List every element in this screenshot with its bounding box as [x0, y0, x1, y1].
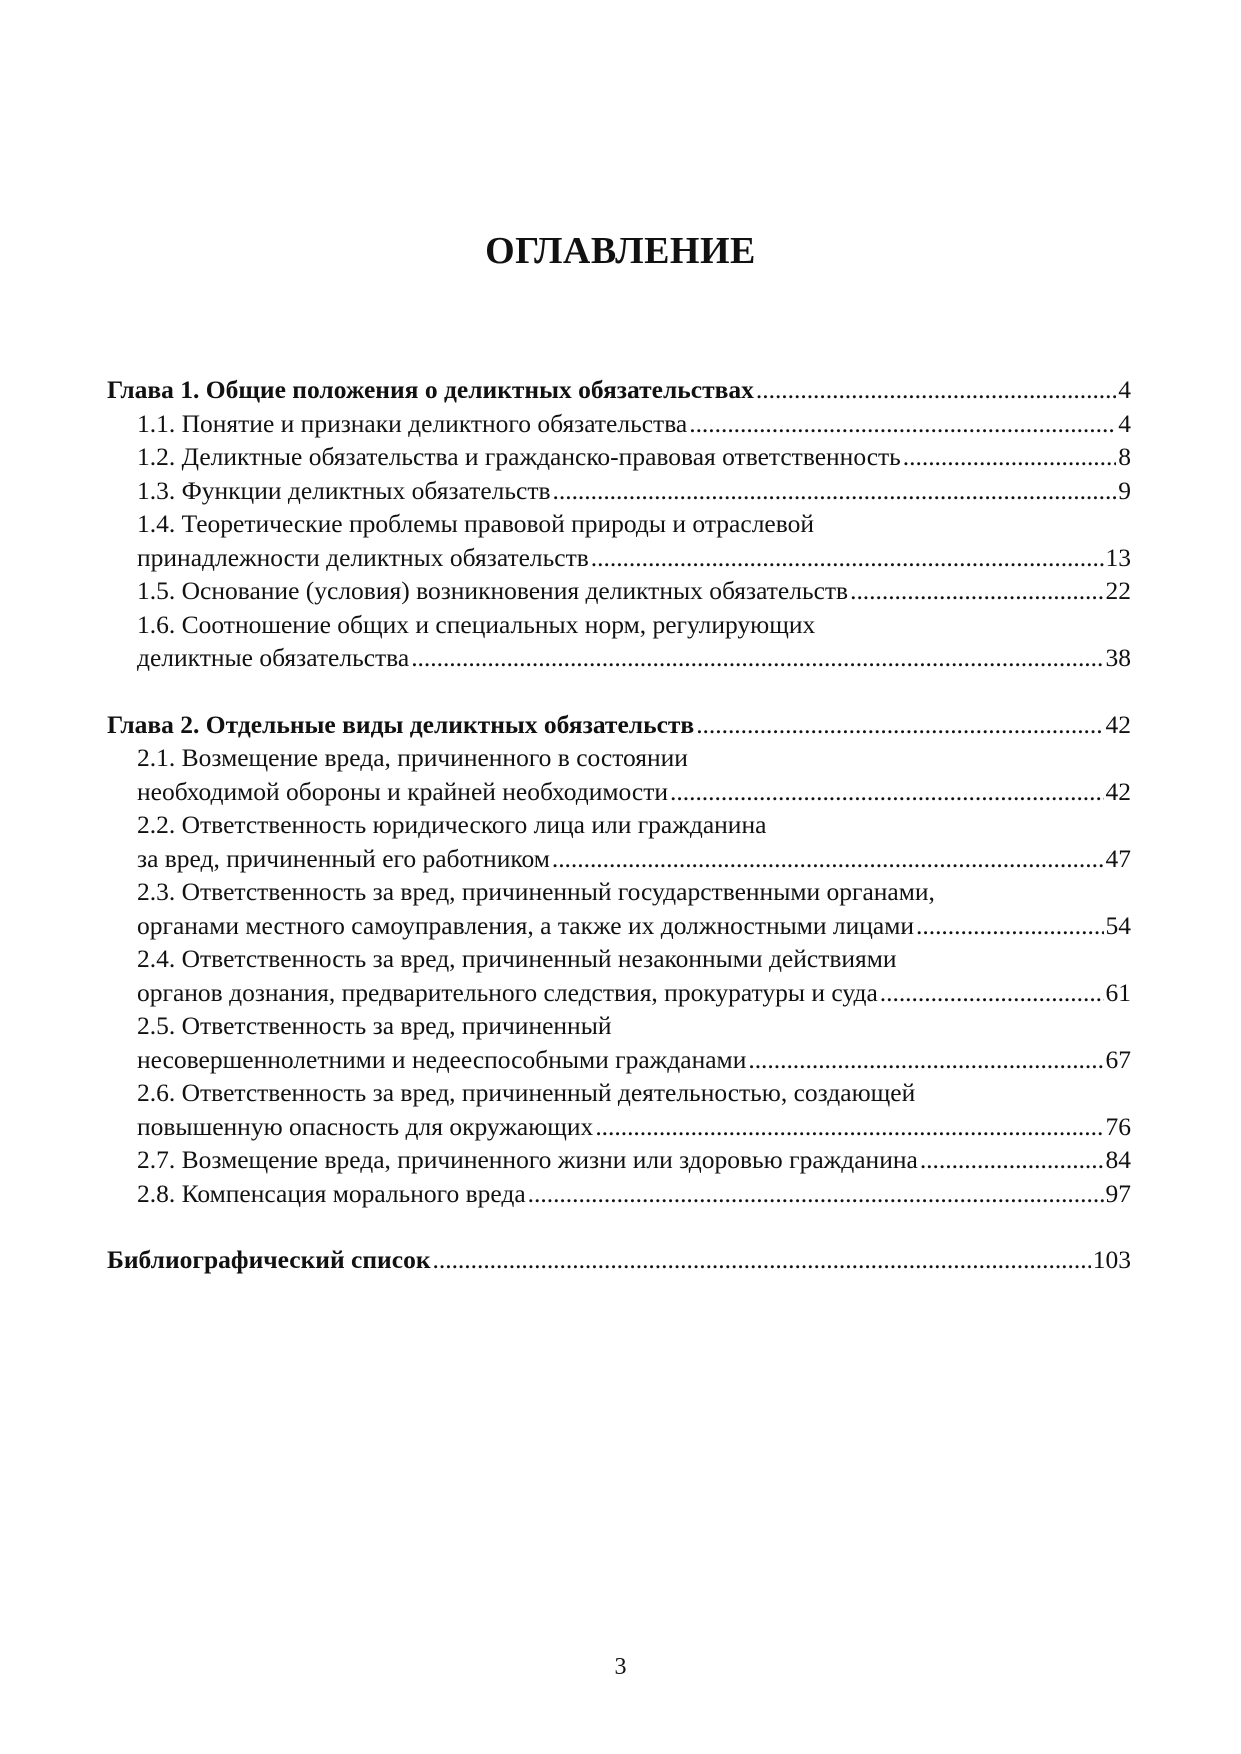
- toc-leader-dots: [411, 641, 1103, 675]
- toc-entry-label: деликтные обязательства: [137, 643, 410, 672]
- toc-entry-label: 1.5. Основание (условия) возникновения деликтных обязательств: [137, 576, 849, 605]
- toc-leader-dots: [433, 1243, 1091, 1277]
- toc-entry-page: 8: [1118, 442, 1131, 471]
- toc-entry-label: 1.4. Теоретические проблемы правовой природы и отраслевой: [137, 509, 814, 538]
- toc-entry-label: 2.1. Возмещение вреда, причиненного в состоянии: [137, 743, 688, 772]
- toc-entry-label: 1.2. Деликтные обязательства и гражданско-правовая ответственность: [137, 442, 901, 471]
- toc-entry-page: 54: [1105, 910, 1131, 940]
- toc-bibliography: [107, 1243, 1131, 1277]
- toc-entry-label: несовершеннолетними и недееспособными гражданами: [137, 1044, 747, 1074]
- toc-entry-label: за вред, причиненный его работником: [137, 843, 550, 873]
- toc-entry-label: Глава 2. Отдельные виды деликтных обязательств: [107, 709, 695, 739]
- toc-leader-dots: [850, 574, 1103, 608]
- toc-entry-label: 1.1. Понятие и признаки деликтного обязательства: [137, 408, 688, 438]
- toc-entry-1-4-line-1[interactable]: [107, 507, 1131, 541]
- toc-leader-dots: [880, 976, 1104, 1010]
- toc-entry-page: 42: [1105, 776, 1131, 806]
- toc-entry-page: 61: [1105, 977, 1131, 1007]
- toc-entry-2-1-line-2[interactable]: [107, 775, 1131, 809]
- toc-entry-chapter-2[interactable]: [107, 708, 1131, 742]
- toc-entry-label: 2.5. Ответственность за вред, причиненный: [137, 1011, 612, 1040]
- toc-entry-page: 47: [1105, 843, 1131, 873]
- toc-leader-dots: [528, 1177, 1104, 1211]
- toc-entry-2-1-line-1[interactable]: [107, 741, 1131, 775]
- toc-entry-1-1[interactable]: [107, 407, 1131, 441]
- toc-entry-2-8[interactable]: [107, 1177, 1131, 1211]
- toc-entry-label: необходимой обороны и крайней необходимости: [137, 776, 669, 806]
- toc-entry-label: 2.8. Компенсация морального вреда: [137, 1178, 526, 1208]
- toc-entry-1-3[interactable]: [107, 474, 1131, 508]
- toc-entry-page: 97: [1105, 1178, 1131, 1208]
- toc-entry-label: 2.4. Ответственность за вред, причиненный незаконными действиями: [137, 944, 897, 973]
- toc-entry-page: 13: [1105, 542, 1131, 572]
- toc-entry-1-5[interactable]: [107, 574, 1131, 608]
- toc-entry-page: 4: [1118, 375, 1131, 404]
- toc-entry-2-6-line-2[interactable]: [107, 1110, 1131, 1144]
- toc-leader-dots: [920, 1143, 1104, 1177]
- toc-entry-2-7[interactable]: [107, 1143, 1131, 1177]
- toc-entry-2-4-line-2[interactable]: [107, 976, 1131, 1010]
- toc-leader-dots: [756, 373, 1116, 407]
- toc-leader-dots: [552, 842, 1104, 876]
- toc-entry-2-5-line-2[interactable]: [107, 1043, 1131, 1077]
- toc-entry-2-5-line-1[interactable]: [107, 1009, 1131, 1043]
- toc-entry-label: 2.2. Ответственность юридического лица или гражданина: [137, 810, 767, 839]
- toc-entry-2-2-line-1[interactable]: [107, 808, 1131, 842]
- toc-entry-label: 2.6. Ответственность за вред, причиненный деятельностью, создающей: [137, 1078, 916, 1107]
- toc-leader-dots: [748, 1043, 1103, 1077]
- toc-entry-2-4-line-1[interactable]: [107, 942, 1131, 976]
- toc-entry-page: 103: [1092, 1245, 1131, 1274]
- toc-leader-dots: [696, 708, 1103, 742]
- toc-entry-1-6-line-1[interactable]: [107, 608, 1131, 642]
- toc-entry-label: 1.3. Функции деликтных обязательств: [137, 475, 551, 505]
- toc-entry-label: 1.6. Соотношение общих и специальных норм, регулирующих: [137, 609, 816, 639]
- toc-entry-page: 22: [1105, 576, 1131, 605]
- toc-entry-label: Глава 1. Общие положения о деликтных обязательствах: [107, 375, 754, 404]
- toc-entry-label: Библиографический список: [107, 1245, 431, 1274]
- toc-entry-chapter-1[interactable]: [107, 373, 1131, 407]
- toc-entry-1-6-line-2[interactable]: [107, 641, 1131, 675]
- toc-entry-1-4-line-2[interactable]: [107, 541, 1131, 575]
- toc-leader-dots: [595, 1110, 1103, 1144]
- toc-entry-2-6-line-1[interactable]: [107, 1076, 1131, 1110]
- toc-entry-label: органов дознания, предварительного следствия, прокуратуры и суда: [137, 977, 878, 1007]
- toc-chapter-2: [107, 708, 1131, 1211]
- toc-entry-1-2[interactable]: [107, 440, 1131, 474]
- toc-entry-2-3-line-2[interactable]: [107, 909, 1131, 943]
- toc-leader-dots: [903, 440, 1116, 474]
- toc-entry-page: 84: [1105, 1145, 1131, 1174]
- toc-entry-2-3-line-1[interactable]: [107, 875, 1131, 909]
- toc-entry-2-2-line-2[interactable]: [107, 842, 1131, 876]
- toc-entry-label: 2.7. Возмещение вреда, причиненного жизни или здоровью гражданина: [137, 1145, 918, 1174]
- toc-entry-page: 9: [1118, 475, 1131, 505]
- toc-entry-page: 67: [1105, 1044, 1131, 1074]
- toc-chapter-1: [107, 373, 1131, 675]
- toc-entry-label: принадлежности деликтных обязательств: [137, 542, 589, 572]
- toc-leader-dots: [670, 775, 1103, 809]
- toc-leader-dots: [591, 541, 1104, 575]
- toc-entry-page: 76: [1105, 1111, 1131, 1141]
- toc-entry-page: 38: [1105, 643, 1131, 672]
- toc-entry-label: 2.3. Ответственность за вред, причиненный государственными органами,: [137, 877, 935, 906]
- toc-entry-label: органами местного самоуправления, а также их должностными лицами: [137, 910, 915, 940]
- toc-entry-page: 4: [1118, 408, 1131, 438]
- toc-entry-bibliography[interactable]: [107, 1243, 1131, 1277]
- page-number: 3: [614, 1654, 627, 1680]
- toc-entry-label: повышенную опасность для окружающих: [137, 1111, 594, 1141]
- toc-entry-page: 42: [1105, 709, 1131, 739]
- toc-leader-dots: [689, 407, 1116, 441]
- page-title: ОГЛАВЛЕНИЕ: [485, 230, 756, 273]
- table-of-contents: [107, 373, 1131, 1277]
- toc-leader-dots: [553, 474, 1117, 508]
- toc-leader-dots: [916, 909, 1103, 943]
